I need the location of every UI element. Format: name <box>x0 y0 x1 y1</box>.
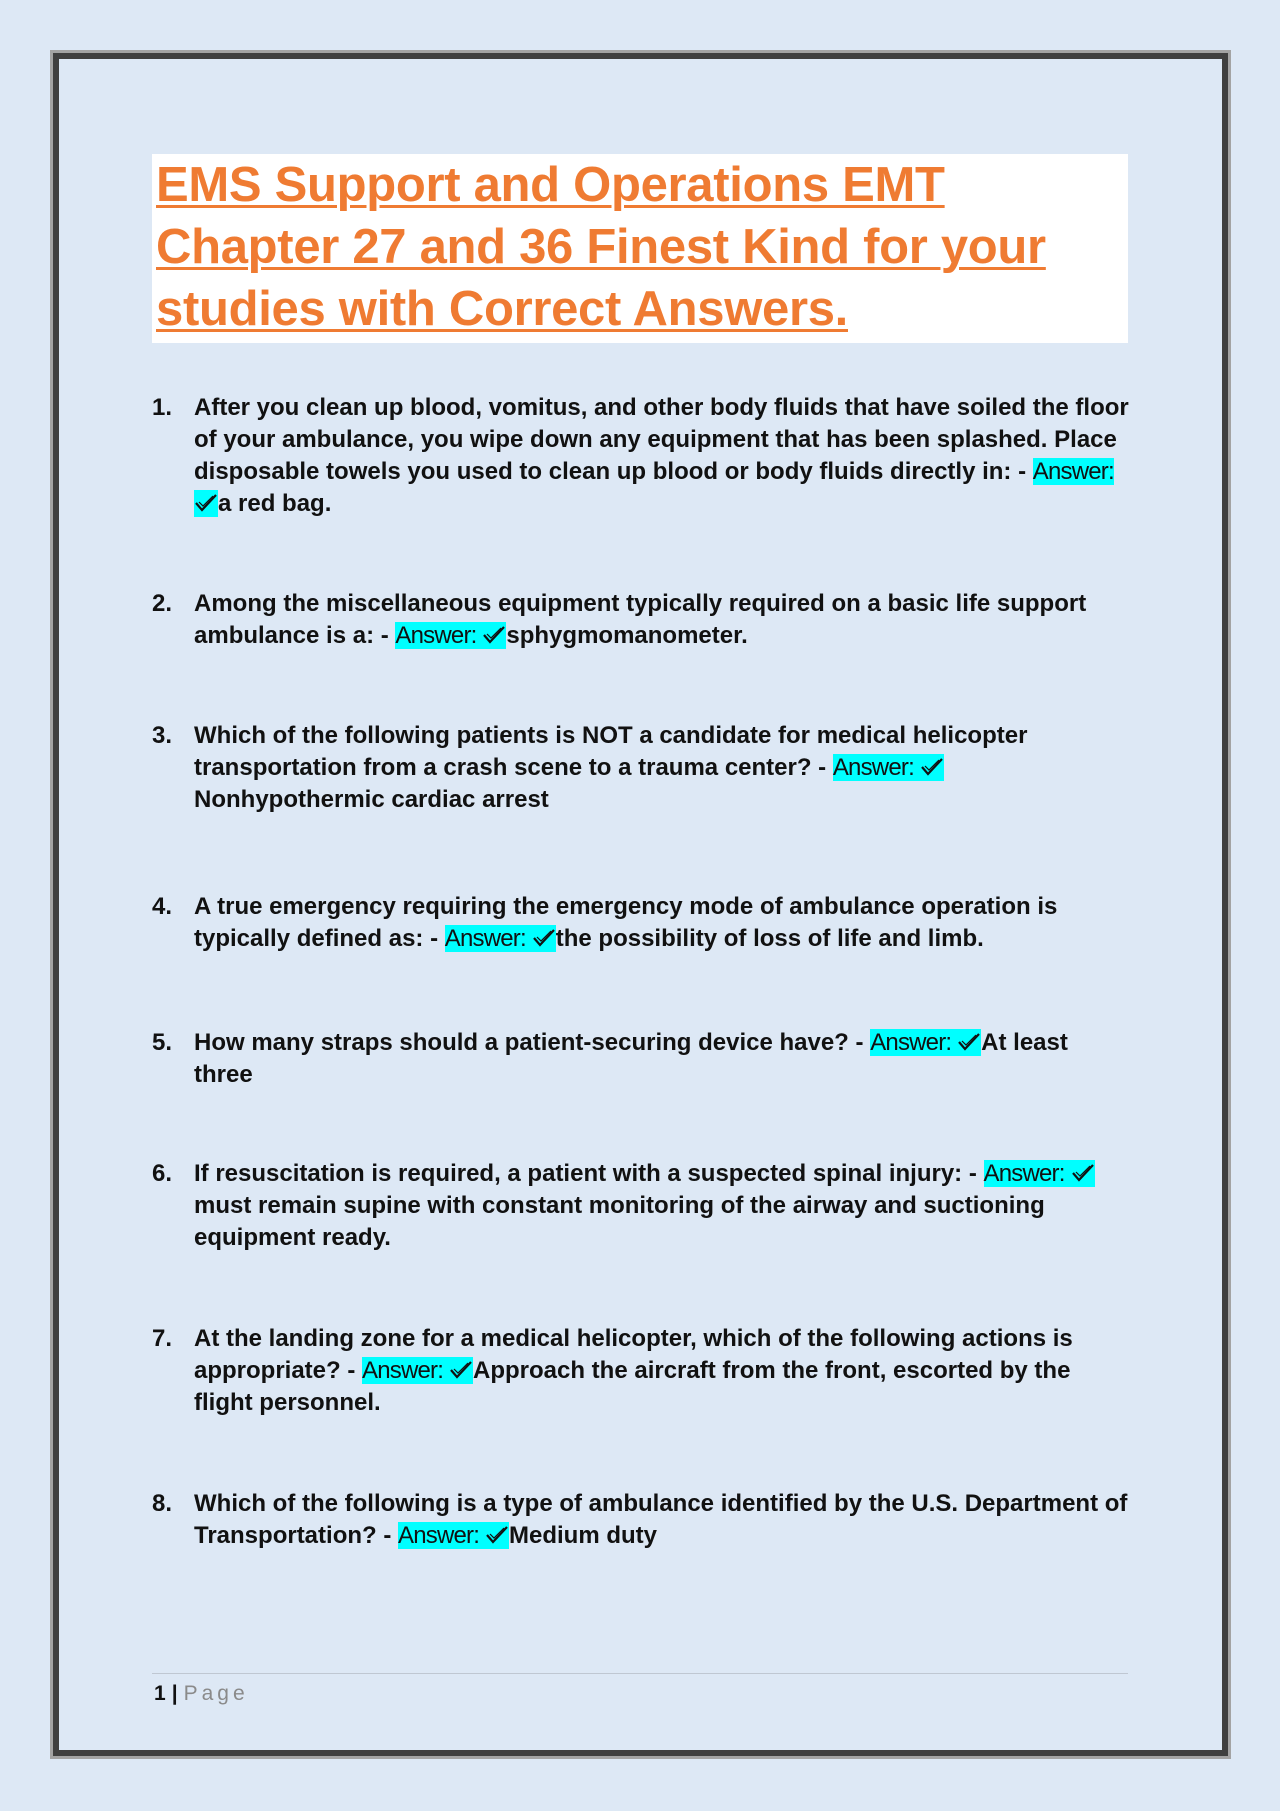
question-item <box>152 891 1132 955</box>
question-body <box>194 1027 1132 1091</box>
answer-label: Answer: <box>833 754 944 781</box>
question-item <box>152 588 1132 652</box>
question-number: 4. <box>152 893 173 920</box>
question-body <box>194 392 1132 520</box>
document-title: EMS Support and Operations EMT Chapter 27 and 36 Finest Kind for your studies with Correct Answers. <box>156 158 1046 336</box>
answer-text: must remain supine with constant monitoring of the airway and suctioning equipment ready. <box>194 1192 1045 1251</box>
answer-text: Nonhypothermic cardiac arrest <box>194 786 549 813</box>
answer-label: Answer: <box>194 458 1114 517</box>
page-footer <box>154 1680 249 1708</box>
check-icon <box>957 1031 981 1053</box>
check-icon <box>920 756 944 778</box>
footer-divider <box>152 1673 1128 1674</box>
check-icon <box>482 624 506 646</box>
answer-text: the possibility of loss of life and limb. <box>555 925 984 952</box>
question-text: Which of the following patients is NOT a candidate for medical helicopter transportation from a crash scene to a trauma center? - <box>194 722 1028 781</box>
question-number: 3. <box>152 722 173 749</box>
answer-label: Answer: <box>395 622 506 649</box>
answer-text: Approach the aircraft from the front, escorted by the flight personnel. <box>194 1357 1071 1416</box>
question-text: A true emergency requiring the emergency mode of ambulance operation is typically defined as: - <box>194 893 1058 952</box>
question-body <box>194 1323 1132 1419</box>
question-number: 1. <box>152 394 173 421</box>
question-item <box>152 392 1132 520</box>
question-text: If resuscitation is required, a patient with a suspected spinal injury: - <box>194 1160 977 1187</box>
question-number: 7. <box>152 1325 173 1352</box>
question-item <box>152 1027 1132 1091</box>
answer-text: Medium duty <box>509 1522 657 1549</box>
question-text: At the landing zone for a medical helicopter, which of the following actions is appropriate? - <box>194 1325 1073 1384</box>
question-body <box>194 1158 1132 1254</box>
question-text: How many straps should a patient-securing device have? - <box>194 1029 864 1056</box>
question-number: 6. <box>152 1160 173 1187</box>
question-body <box>194 588 1132 652</box>
question-item <box>152 1158 1132 1254</box>
question-number: 2. <box>152 590 173 617</box>
answer-label: Answer: <box>445 925 556 952</box>
question-text: Which of the following is a type of ambulance identified by the U.S. Department of Transportation? - <box>194 1490 1128 1549</box>
check-icon <box>485 1524 509 1546</box>
question-body <box>194 1488 1132 1552</box>
footer-separator: | <box>171 1682 178 1705</box>
answer-label: Answer: <box>362 1357 473 1384</box>
answer-label: Answer: <box>984 1160 1095 1187</box>
question-text: Among the miscellaneous equipment typically required on a basic life support ambulance is a: - <box>194 590 1087 649</box>
check-icon <box>1071 1162 1095 1184</box>
check-icon <box>449 1359 473 1381</box>
answer-text: sphygmomanometer. <box>506 622 748 649</box>
page-label: Page <box>183 1682 249 1705</box>
question-item <box>152 720 1132 816</box>
answer-text: a red bag. <box>218 490 332 517</box>
check-icon <box>532 927 556 949</box>
question-body <box>194 720 1132 816</box>
question-number: 5. <box>152 1029 173 1056</box>
question-number: 8. <box>152 1490 173 1517</box>
page-number: 1 <box>154 1682 166 1705</box>
question-item <box>152 1323 1132 1419</box>
question-item <box>152 1488 1132 1552</box>
question-text: After you clean up blood, vomitus, and other body fluids that have soiled the floor of your ambulance, you wipe down any equipment that has been splashed. Place disposable towels you used to clean up blood or body fluids directly in: - <box>194 394 1129 485</box>
check-icon <box>194 492 218 514</box>
question-body <box>194 891 1132 955</box>
title-box <box>152 154 1128 343</box>
answer-label: Answer: <box>870 1029 981 1056</box>
answer-label: Answer: <box>398 1522 509 1549</box>
answer-text: At least three <box>194 1029 1068 1088</box>
